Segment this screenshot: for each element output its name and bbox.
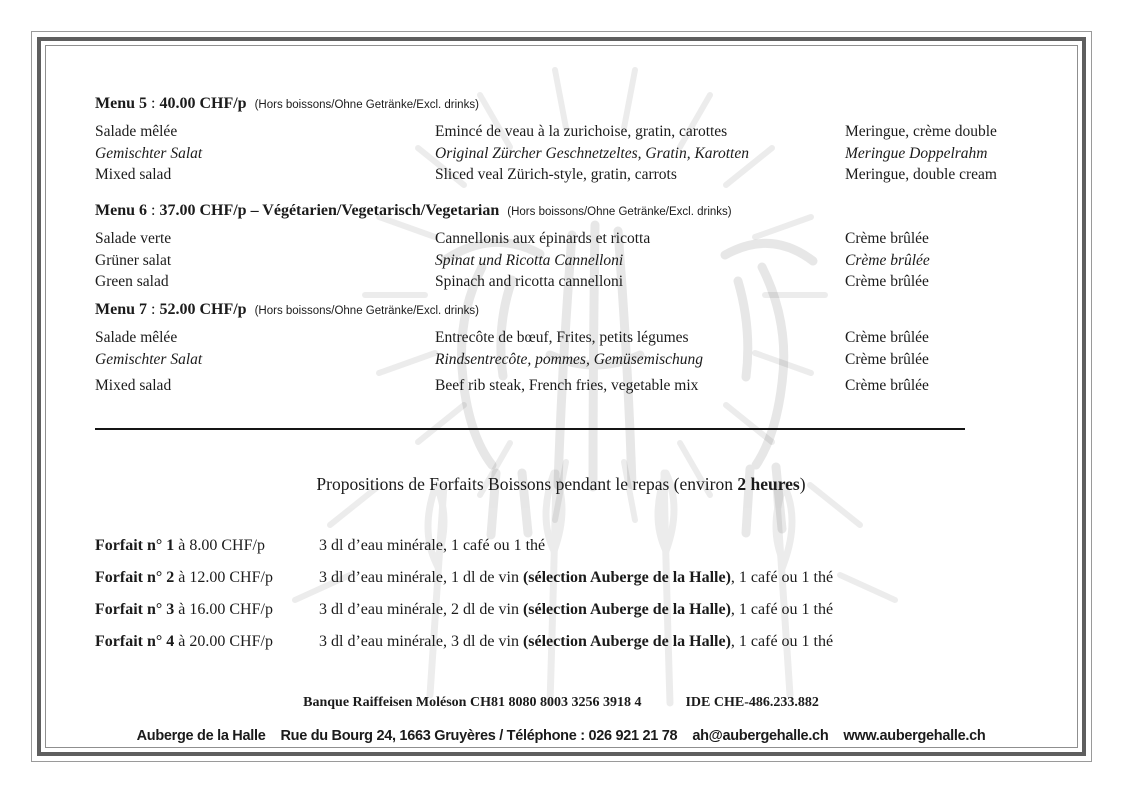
menu-7-header: Menu 7 : 52.00 CHF/p (Hors boissons/Ohne Getränke/Excl. drinks) (95, 301, 479, 318)
starter-cell: Salade mêlée (95, 329, 178, 346)
menu-drinks-note: (Hors boissons/Ohne Getränke/Excl. drinks) (507, 206, 732, 218)
dessert-cell: Crème brûlée (845, 377, 929, 394)
menu-5-section (95, 92, 1062, 186)
menu-row (95, 121, 1062, 143)
dessert-cell: Crème brûlée (845, 273, 929, 290)
main-course-cell: Spinat und Ricotta Cannelloni (435, 251, 624, 269)
menu-row (95, 271, 1062, 293)
forfait-label: Forfait n° 2 à 12.00 CHF/p (95, 569, 273, 586)
starter-cell: Grüner salat (95, 251, 172, 269)
section-divider-rule (95, 428, 965, 430)
main-course-cell: Cannellonis aux épinards et ricotta (435, 230, 651, 247)
bank-account: Banque Raiffeisen Moléson CH81 8080 8003 3256 3918 4 (303, 695, 642, 710)
forfait-row (95, 562, 1062, 594)
menu-row (95, 349, 1062, 371)
forfait-description: 3 dl d’eau minérale, 2 dl de vin (sélection Auberge de la Halle), 1 café ou 1 thé (319, 601, 834, 618)
starter-cell: Mixed salad (95, 377, 172, 394)
forfait-list (95, 530, 1062, 658)
forfait-description: 3 dl d’eau minérale, 1 café ou 1 thé (319, 537, 546, 554)
menu-name: Menu 6 (95, 202, 147, 219)
menu-drinks-note: (Hors boissons/Ohne Getränke/Excl. drinks) (254, 305, 479, 317)
menu-name: Menu 5 (95, 95, 147, 112)
main-course-cell: Emincé de veau à la zurichoise, gratin, carottes (435, 123, 728, 140)
main-course-cell: Rindsentrecôte, pommes, Gemüsemischung (435, 350, 704, 368)
ide-number: IDE CHE-486.233.882 (685, 695, 819, 710)
menu-row (95, 327, 1062, 349)
dessert-cell: Meringue Doppelrahm (845, 144, 988, 162)
starter-cell: Green salad (95, 273, 169, 290)
starter-cell: Gemischter Salat (95, 350, 203, 368)
menu-price: 40.00 CHF/p (159, 95, 247, 112)
dessert-cell: Meringue, crème double (845, 123, 997, 140)
menu-5-header: Menu 5 : 40.00 CHF/p (Hors boissons/Ohne Getränke/Excl. drinks) (95, 95, 479, 112)
menu-drinks-note: (Hors boissons/Ohne Getränke/Excl. drinks) (254, 99, 479, 111)
contact-line (31, 728, 1091, 744)
main-course-cell: Original Zürcher Geschnetzeltes, Gratin, Karotten (435, 144, 749, 162)
forfait-label: Forfait n° 1 à 8.00 CHF/p (95, 537, 265, 554)
address-phone: Rue du Bourg 24, 1663 Gruyères / Téléphone : 026 921 21 78 (280, 728, 678, 744)
main-course-cell: Beef rib steak, French fries, vegetable mix (435, 377, 699, 394)
main-course-cell: Sliced veal Zürich-style, gratin, carrots (435, 166, 677, 183)
forfait-description: 3 dl d’eau minérale, 1 dl de vin (sélection Auberge de la Halle), 1 café ou 1 thé (319, 569, 834, 586)
restaurant-name: Auberge de la Halle (136, 728, 266, 744)
forfait-row (95, 626, 1062, 658)
forfait-label: Forfait n° 3 à 16.00 CHF/p (95, 601, 273, 618)
menu-7-section (95, 298, 1062, 397)
menu-name: Menu 7 (95, 301, 147, 318)
menu-price: 37.00 CHF/p – Végétarien/Vegetarisch/Vegetarian (159, 202, 500, 219)
website-url: www.aubergehalle.ch (843, 728, 986, 744)
dessert-cell: Crème brûlée (845, 251, 930, 269)
starter-cell: Gemischter Salat (95, 144, 203, 162)
menu-row (95, 143, 1062, 165)
starter-cell: Salade verte (95, 230, 172, 247)
menu-6-header: Menu 6 : 37.00 CHF/p – Végétarien/Vegetarisch/Vegetarian (Hors boissons/Ohne Getränke/Excl. drinks) (95, 202, 732, 219)
dessert-cell: Crème brûlée (845, 350, 929, 368)
starter-cell: Salade mêlée (95, 123, 178, 140)
menu-price: 52.00 CHF/p (159, 301, 247, 318)
main-course-cell: Spinach and ricotta cannelloni (435, 273, 624, 290)
dessert-cell: Crème brûlée (845, 230, 929, 247)
menu-row (95, 228, 1062, 250)
forfait-description: 3 dl d’eau minérale, 3 dl de vin (sélection Auberge de la Halle), 1 café ou 1 thé (319, 633, 834, 650)
menu-row (95, 164, 1062, 186)
dessert-cell: Meringue, double cream (845, 166, 997, 183)
email-address: ah@aubergehalle.ch (692, 728, 829, 744)
main-course-cell: Entrecôte de bœuf, Frites, petits légumes (435, 329, 689, 346)
forfait-label: Forfait n° 4 à 20.00 CHF/p (95, 633, 273, 650)
dessert-cell: Crème brûlée (845, 329, 929, 346)
drinks-packages-heading: Propositions de Forfaits Boissons pendant le repas (environ 2 heures) (316, 474, 806, 494)
menu-6-section (95, 199, 1062, 293)
bank-details-line (31, 695, 1091, 711)
menu-row (95, 250, 1062, 272)
forfait-row (95, 594, 1062, 626)
forfait-row (95, 530, 1062, 562)
starter-cell: Mixed salad (95, 166, 172, 183)
menu-row (95, 375, 1062, 397)
